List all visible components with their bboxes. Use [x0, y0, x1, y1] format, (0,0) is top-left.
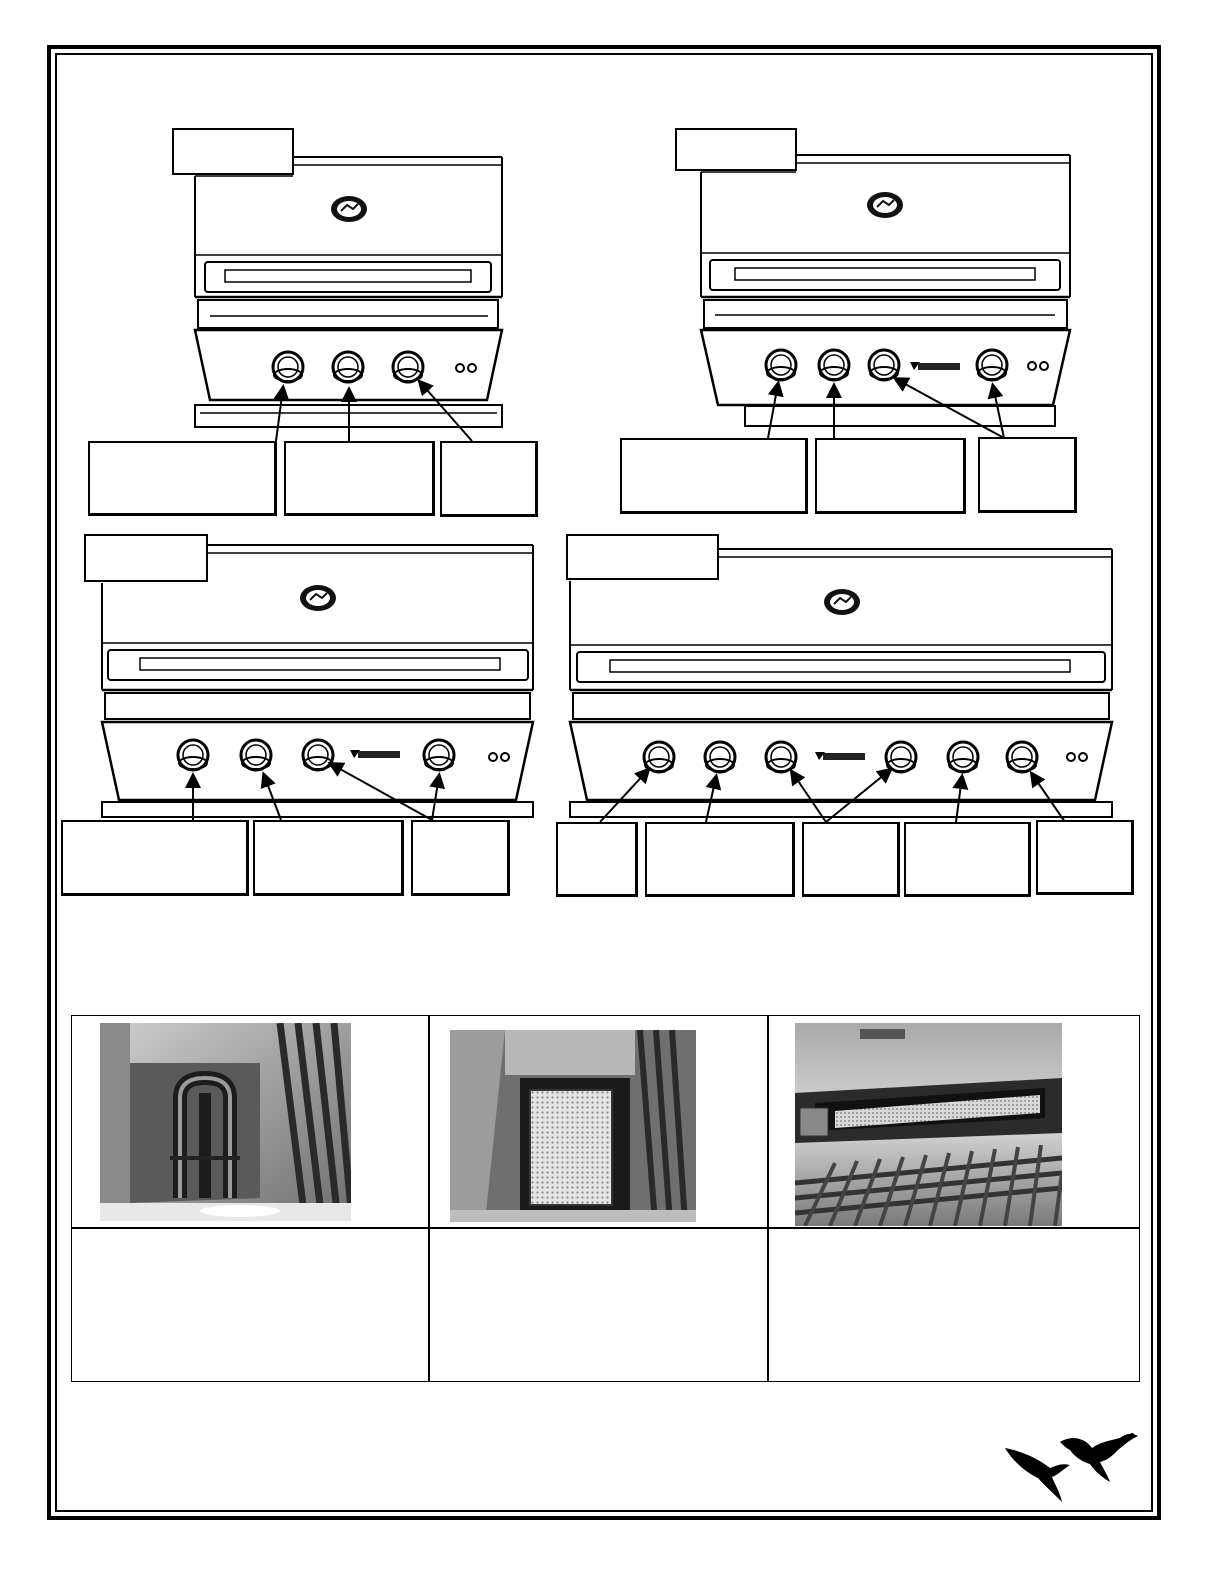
callout-label-box	[88, 441, 277, 516]
callout-label-box	[253, 820, 404, 896]
brand-logo-icon	[824, 589, 860, 615]
grill-4-burner	[85, 535, 533, 820]
brand-logo-icon	[867, 192, 903, 218]
burner-knob-3	[766, 742, 796, 772]
eagle-logo-icon	[1000, 1430, 1145, 1505]
grill-3-burner	[173, 129, 502, 441]
callout-label-box	[440, 441, 538, 517]
burner-knob-2	[705, 742, 735, 772]
burner-knob-6	[1007, 742, 1037, 772]
callout-label-box	[284, 441, 435, 516]
burner-knob-4	[886, 742, 916, 772]
callout-label-box	[61, 820, 249, 896]
burner-knob-3	[869, 350, 899, 380]
burner-knob-1	[273, 352, 303, 382]
sear-burner-photo	[450, 1030, 696, 1222]
rotisserie-burner-photo	[795, 1023, 1062, 1226]
model-label-box	[676, 129, 796, 170]
brand-logo-icon	[300, 585, 336, 611]
callout-label-box	[645, 822, 795, 897]
callout-label-box	[802, 822, 900, 897]
burner-knob-4	[424, 740, 454, 770]
burner-knob-1	[766, 350, 796, 380]
model-label-box	[85, 535, 207, 581]
model-label-box	[173, 129, 293, 174]
callout-label-box	[1036, 820, 1134, 895]
callout-label-box	[411, 820, 510, 896]
burner-knob-3	[303, 740, 333, 770]
burner-knob-5	[948, 742, 978, 772]
callout-label-box	[978, 437, 1077, 513]
burner-knob-2	[241, 740, 271, 770]
burner-knob-3	[393, 352, 423, 382]
callout-label-box	[620, 438, 808, 514]
burner-tube-photo	[100, 1023, 351, 1221]
burner-knob-2	[333, 352, 363, 382]
callout-label-box	[904, 822, 1031, 897]
rotisserie-knob	[977, 350, 1007, 380]
callout-label-box	[815, 438, 966, 514]
burner-knob-1	[644, 742, 674, 772]
brand-logo-icon	[331, 196, 367, 222]
grill-6-burner	[567, 535, 1112, 822]
burner-knob-1	[178, 740, 208, 770]
grill-3-burner-rotisserie	[676, 129, 1070, 438]
callout-label-box	[556, 822, 638, 897]
burner-knob-2	[819, 350, 849, 380]
model-label-box	[567, 535, 718, 579]
